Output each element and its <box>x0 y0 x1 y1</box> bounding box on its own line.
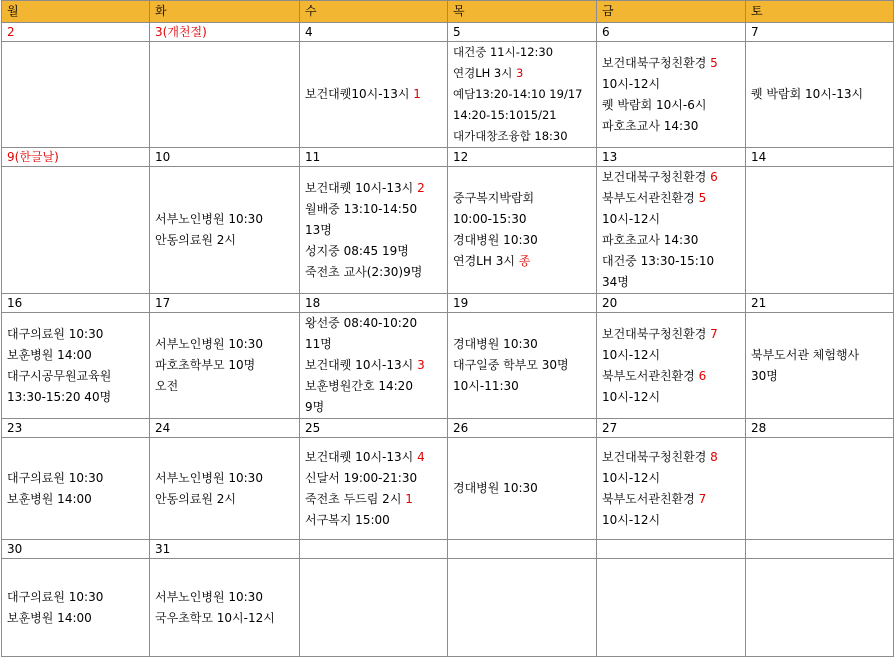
event-entry <box>155 376 299 397</box>
event-entry <box>155 608 299 629</box>
event-entry <box>602 251 745 272</box>
date-cell: 7 <box>746 23 894 42</box>
event-count-mark: 7 <box>706 326 718 341</box>
events-row <box>2 559 894 657</box>
date-cell: 24 <box>150 419 300 438</box>
event-entry <box>305 178 447 199</box>
events-cell <box>746 167 894 294</box>
event-text: 연경LH 3시 <box>453 66 513 80</box>
event-text: 보건대북구청친환경 <box>602 326 707 341</box>
event-count-mark: 7 <box>694 491 707 506</box>
event-text: 안동의료원 2시 <box>155 233 237 247</box>
date-cell: 26 <box>448 419 597 438</box>
date-cell <box>448 540 597 559</box>
event-text: 연경LH 3시 <box>453 254 515 268</box>
weekday-header: 화 <box>150 1 300 23</box>
event-entry <box>602 510 745 531</box>
events-row <box>2 167 894 294</box>
events-cell <box>2 313 150 419</box>
event-entry <box>305 220 447 241</box>
date-cell: 23 <box>2 419 150 438</box>
event-entry <box>305 334 447 355</box>
date-cell: 6 <box>597 23 746 42</box>
events-row <box>2 438 894 540</box>
event-text: 10시-12시 <box>602 470 661 485</box>
event-text: 서부노인병원 10:30 <box>155 589 263 604</box>
event-text: 대구시공무원교육원 <box>7 368 112 383</box>
date-cell: 12 <box>448 148 597 167</box>
date-cell: 14 <box>746 148 894 167</box>
event-entry <box>602 95 745 116</box>
event-text: 대구의료원 10:30 <box>7 470 104 485</box>
date-cell: 16 <box>2 294 150 313</box>
event-text: 경대병원 10:30 <box>453 233 538 247</box>
event-count-mark: 4 <box>413 449 425 464</box>
event-count-mark: 3 <box>413 358 425 372</box>
event-entry <box>453 209 596 230</box>
date-cell: 28 <box>746 419 894 438</box>
event-text: 보건대북구청친환경 <box>602 55 707 70</box>
event-entry <box>7 587 149 608</box>
event-count-mark: 2 <box>413 180 425 195</box>
event-text: 죽전초 두드림 2시 <box>305 491 402 506</box>
event-entry <box>7 345 149 366</box>
event-text: 대구의료원 10:30 <box>7 326 104 341</box>
event-text: 파호초교사 14:30 <box>602 233 699 247</box>
event-entry <box>305 468 447 489</box>
weekday-header: 토 <box>746 1 894 23</box>
event-entry <box>155 468 299 489</box>
event-entry <box>453 105 596 126</box>
events-cell <box>448 167 597 294</box>
event-text: 경대병원 10:30 <box>453 481 538 495</box>
event-entry <box>155 355 299 376</box>
event-count-mark: 1 <box>401 491 413 506</box>
event-text: 경대병원 10:30 <box>453 337 538 351</box>
events-cell <box>448 42 597 148</box>
event-text: 14:20-15:1015/21 <box>453 108 557 122</box>
event-entry <box>602 230 745 251</box>
event-entry <box>305 489 447 510</box>
event-entry <box>7 387 149 408</box>
date-cell: 19 <box>448 294 597 313</box>
event-entry <box>305 355 447 376</box>
event-text: 10시-12시 <box>602 76 661 91</box>
date-cell: 3(개천절) <box>150 23 300 42</box>
event-text: 보훈병원 14:00 <box>7 347 92 362</box>
date-cell: 21 <box>746 294 894 313</box>
events-cell <box>300 438 448 540</box>
date-cell: 27 <box>597 419 746 438</box>
event-text: 10시-11:30 <box>453 379 519 393</box>
event-entry <box>155 209 299 230</box>
events-cell <box>746 42 894 148</box>
events-row <box>2 42 894 148</box>
event-entry <box>453 63 596 84</box>
events-cell <box>448 313 597 419</box>
weekday-header: 수 <box>300 1 448 23</box>
events-cell <box>597 438 746 540</box>
events-cell <box>2 438 150 540</box>
event-text: 서부노인병원 10:30 <box>155 470 263 485</box>
event-text: 왕선중 08:40-10:20 <box>305 316 418 330</box>
event-entry <box>602 366 745 387</box>
date-cell <box>597 540 746 559</box>
date-cell: 2 <box>2 23 150 42</box>
event-text: 파호초교사 14:30 <box>602 118 699 133</box>
event-entry <box>305 262 447 283</box>
event-text: 34명 <box>602 275 629 289</box>
event-text: 10:00-15:30 <box>453 212 527 226</box>
event-text: 예담13:20-14:10 19/17 <box>453 87 583 101</box>
event-entry <box>602 209 745 230</box>
event-text: 오전 <box>155 379 179 393</box>
event-entry <box>602 447 745 468</box>
events-cell <box>150 167 300 294</box>
event-entry <box>602 74 745 95</box>
event-text: 북부도서관친환경 <box>602 368 695 383</box>
date-cell: 20 <box>597 294 746 313</box>
event-entry <box>453 84 596 105</box>
events-cell <box>597 559 746 657</box>
event-text: 대건중 11시-12:30 <box>453 45 554 59</box>
weekday-header: 월 <box>2 1 150 23</box>
event-count-mark: 8 <box>706 449 718 464</box>
event-entry <box>305 376 447 397</box>
events-cell <box>2 167 150 294</box>
event-entry <box>602 324 745 345</box>
date-row <box>2 294 894 313</box>
events-cell <box>300 167 448 294</box>
event-text: 안동의료원 2시 <box>155 491 237 506</box>
date-row <box>2 23 894 42</box>
event-text: 보건대퀫10시-13시 <box>305 87 410 101</box>
weekday-header: 금 <box>597 1 746 23</box>
event-entry <box>453 188 596 209</box>
event-entry <box>453 376 596 397</box>
event-count-mark: 종 <box>514 254 531 268</box>
date-cell: 10 <box>150 148 300 167</box>
event-entry <box>453 251 596 272</box>
event-entry <box>602 345 745 366</box>
event-text: 북부도서관친환경 <box>602 191 695 205</box>
events-cell <box>150 42 300 148</box>
events-cell <box>597 313 746 419</box>
event-text: 보건대북구청친환경 <box>602 170 707 184</box>
event-entry <box>602 167 745 188</box>
date-cell <box>300 540 448 559</box>
date-cell: 25 <box>300 419 448 438</box>
event-entry <box>751 84 893 105</box>
event-text: 10시-12시 <box>602 389 661 404</box>
event-text: 보건대북구청친환경 <box>602 449 707 464</box>
event-entry <box>305 447 447 468</box>
date-cell: 13 <box>597 148 746 167</box>
event-count-mark: 6 <box>694 368 707 383</box>
event-text: 10시-12시 <box>602 347 661 362</box>
events-cell <box>746 559 894 657</box>
calendar-table <box>1 0 894 657</box>
event-entry <box>602 468 745 489</box>
event-entry <box>305 241 447 262</box>
event-entry <box>155 230 299 251</box>
event-text: 서부노인병원 10:30 <box>155 212 263 226</box>
date-cell: 11 <box>300 148 448 167</box>
weekday-header-row <box>2 1 894 23</box>
event-text: 보훈병원간호 14:20 <box>305 379 413 393</box>
event-text: 서구복지 15:00 <box>305 512 390 527</box>
event-entry <box>155 489 299 510</box>
event-text: 30명 <box>751 368 778 383</box>
event-text: 북부도서관친환경 <box>602 491 695 506</box>
date-cell: 4 <box>300 23 448 42</box>
date-row <box>2 419 894 438</box>
date-cell: 30 <box>2 540 150 559</box>
event-entry <box>305 84 447 105</box>
event-entry <box>305 199 447 220</box>
event-text: 9명 <box>305 400 325 414</box>
events-cell <box>746 438 894 540</box>
event-text: 보건대퀫 10시-13시 <box>305 180 414 195</box>
event-text: 파호초학부모 10명 <box>155 358 256 372</box>
event-count-mark: 1 <box>409 87 421 101</box>
events-cell <box>300 313 448 419</box>
event-text: 퀫 박람회 10시-13시 <box>751 87 864 101</box>
event-text: 중구복지박람회 <box>453 191 535 205</box>
event-entry <box>7 366 149 387</box>
event-entry <box>7 608 149 629</box>
date-cell: 31 <box>150 540 300 559</box>
event-text: 보훈병원 14:00 <box>7 610 92 625</box>
event-entry <box>7 489 149 510</box>
event-text: 국우초학모 10시-12시 <box>155 610 275 625</box>
events-cell <box>448 438 597 540</box>
event-entry <box>602 116 745 137</box>
event-entry <box>602 53 745 74</box>
event-entry <box>453 126 596 147</box>
event-text: 10시-12시 <box>602 212 661 226</box>
weekday-header: 목 <box>448 1 597 23</box>
event-entry <box>305 313 447 334</box>
event-text: 대가대창조융합 18:30 <box>453 129 568 143</box>
event-entry <box>305 397 447 418</box>
event-text: 퀫 박람회 10시-6시 <box>602 97 707 112</box>
event-count-mark: 5 <box>706 55 718 70</box>
events-cell <box>300 42 448 148</box>
date-cell: 5 <box>448 23 597 42</box>
event-text: 북부도서관 체험행사 <box>751 347 860 362</box>
date-row <box>2 540 894 559</box>
event-text: 대건중 13:30-15:10 <box>602 254 715 268</box>
event-text: 죽전초 교사(2:30)9명 <box>305 264 423 279</box>
events-cell <box>150 559 300 657</box>
event-entry <box>453 230 596 251</box>
events-cell <box>597 42 746 148</box>
event-entry <box>453 478 596 499</box>
event-entry <box>155 334 299 355</box>
event-entry <box>7 324 149 345</box>
event-entry <box>751 345 893 366</box>
event-entry <box>453 334 596 355</box>
events-cell <box>448 559 597 657</box>
event-text: 10시-12시 <box>602 512 661 527</box>
date-cell <box>746 540 894 559</box>
event-entry <box>602 188 745 209</box>
events-cell <box>150 438 300 540</box>
events-cell <box>2 559 150 657</box>
events-cell <box>150 313 300 419</box>
event-text: 성지중 08:45 19명 <box>305 243 409 258</box>
event-count-mark: 3 <box>512 66 524 80</box>
event-entry <box>602 272 745 293</box>
event-text: 대구의료원 10:30 <box>7 589 104 604</box>
date-cell: 17 <box>150 294 300 313</box>
event-entry <box>155 587 299 608</box>
event-entry <box>602 387 745 408</box>
event-count-mark: 6 <box>706 170 718 184</box>
event-entry <box>453 355 596 376</box>
event-entry <box>751 366 893 387</box>
event-entry <box>7 468 149 489</box>
event-text: 11명 <box>305 337 332 351</box>
event-entry <box>305 510 447 531</box>
event-text: 13명 <box>305 222 332 237</box>
event-text: 보건대퀫 10시-13시 <box>305 358 414 372</box>
events-cell <box>300 559 448 657</box>
event-entry <box>453 42 596 63</box>
event-text: 13:30-15:20 40명 <box>7 389 112 404</box>
events-cell <box>746 313 894 419</box>
events-cell <box>597 167 746 294</box>
date-cell: 18 <box>300 294 448 313</box>
date-row <box>2 148 894 167</box>
event-text: 대구일중 학부모 30명 <box>453 358 569 372</box>
events-cell <box>2 42 150 148</box>
date-cell: 9(한글날) <box>2 148 150 167</box>
event-text: 신달서 19:00-21:30 <box>305 470 418 485</box>
calendar-body <box>2 23 894 657</box>
event-text: 보건대퀫 10시-13시 <box>305 449 414 464</box>
event-text: 서부노인병원 10:30 <box>155 337 263 351</box>
events-row <box>2 313 894 419</box>
event-count-mark: 5 <box>694 191 707 205</box>
event-text: 월배중 13:10-14:50 <box>305 201 418 216</box>
event-text: 보훈병원 14:00 <box>7 491 92 506</box>
event-entry <box>602 489 745 510</box>
